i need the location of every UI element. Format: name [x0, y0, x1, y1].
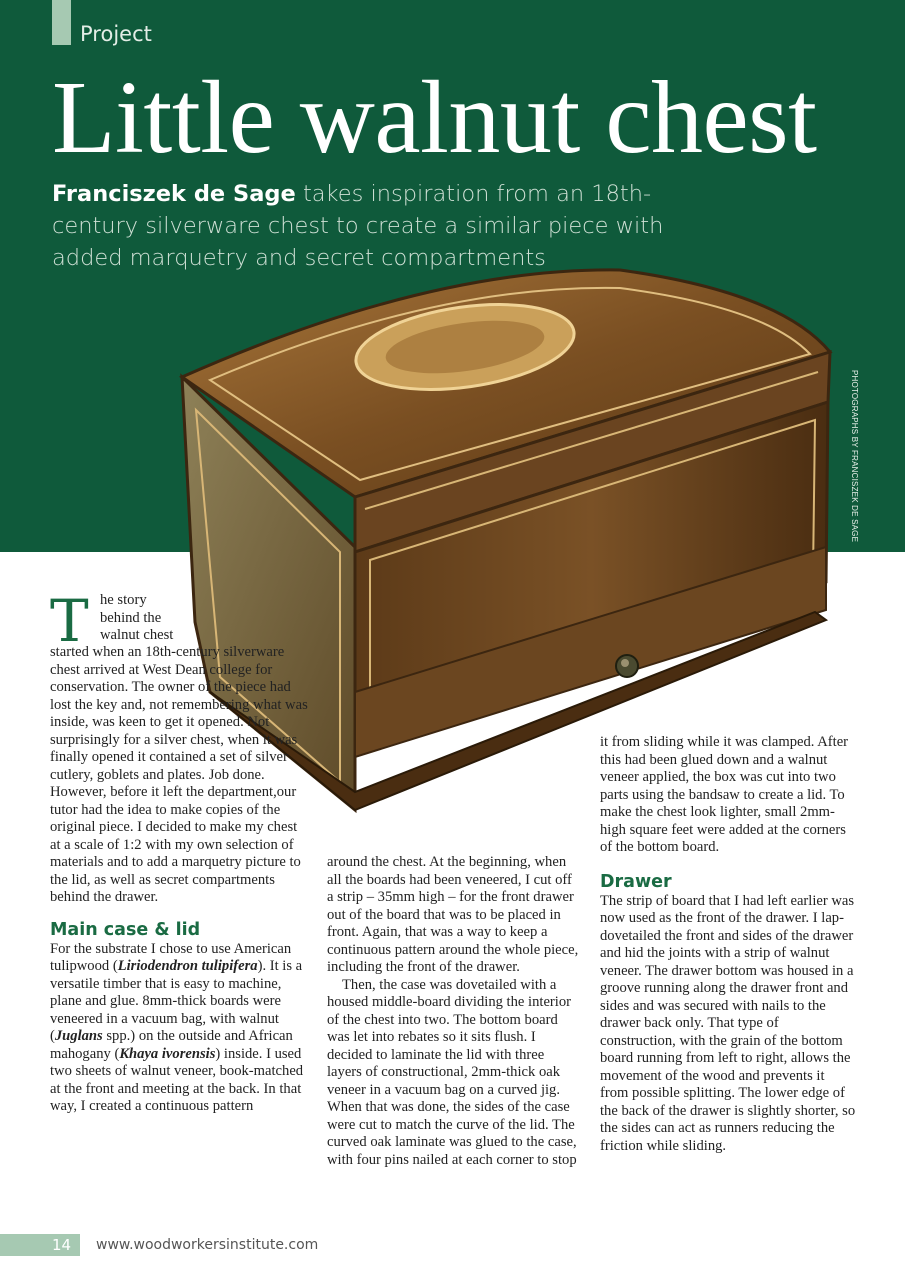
column-3	[600, 734, 856, 1155]
body-paragraph: around the chest. At the beginning, when all the boards had been veneered, I cut off a strip – 35mm high – for the front drawer out of the board that was to be placed in front. Again, that was a way to keep a continuous pattern around the whole piece, including the front of the drawer.	[327, 854, 579, 975]
column-2	[327, 854, 581, 1169]
intro-line: behind the	[100, 609, 162, 626]
page-number: 14	[52, 1236, 72, 1254]
intro-block	[50, 587, 308, 712]
column-1	[50, 587, 308, 1116]
body-paragraph: started when an 18th-century silverware chest arrived at West Dean college for conservation. The owner of the piece had lost the key and, not remembering what was inside, was keen to get it opened. Not surprisingly for a silver chest, when it was finally opened it contained a set of silver cutlery, goblets and plates. Job done. However, before it left the department,our tutor had the idea to make copies of the original piece. I decided to make my chest at a scale of 1:2 with my own selection of materials and to add a marquetry picture to the lid, as well as secret compartments behind the drawer.	[50, 644, 308, 905]
standfirst	[52, 178, 672, 274]
body-paragraph: it from sliding while it was clamped. After this had been glued down and a walnut veneer applied, the box was cut into two parts using the bandsaw to create a lid. To make the chest look lighter, small 2mm-high square feet were added at the corners of the bottom board.	[600, 734, 849, 855]
section-label: Project	[80, 22, 152, 46]
subheading-main-case: Main case & lid	[50, 919, 201, 940]
text-run: For the substrate I chose to use American tulipwood (	[50, 940, 292, 974]
article-title: Little walnut chest	[52, 60, 817, 175]
section-marker	[52, 0, 71, 45]
drop-cap: T	[50, 587, 89, 655]
body-paragraph: The strip of board that I had left earlier was now used as the front of the drawer. I lap-dovetailed the front and sides of the drawer and hid the joints with a strip of walnut veneer. The drawer bottom was housed in a groove running along the drawer front and sides and was secured with nails to the drawer back only. That type of construction, with the grain of the bottom board running from left to right, allows the movement of the wood and prevents it from possible splitting. The lower edge of the back of the drawer is slightly shorter, so the sides can act as runners reducing the friction while sliding.	[600, 892, 856, 1154]
text-run: ). It is a versatile timber that is easy to machine, plane and glue. 8mm-thick boards were veneered in a vacuum bag, with walnut (	[50, 958, 303, 1044]
standfirst-text: takes inspiration from an 18th-century silverware chest to create a similar piece with added marquetry and secret compartments	[52, 181, 664, 271]
text-run: ) inside. I used two sheets of walnut veneer, book-matched at the front and meeting at the back. In that way, I created a continuous pattern	[50, 1045, 304, 1114]
body-paragraph	[50, 941, 308, 1116]
standfirst-author: Franciszek de Sage	[52, 181, 296, 207]
text-run: spp.) on the outside and African mahogany (	[50, 1028, 293, 1062]
latin-name: Juglans	[54, 1028, 103, 1044]
latin-name: Khaya ivorensis	[119, 1045, 216, 1062]
subheading-drawer: Drawer	[600, 871, 672, 892]
latin-name: Liriodendron tulipifera	[117, 958, 258, 974]
body-paragraph: Then, the case was dovetailed with a housed middle-board dividing the interior of the chest into two. The bottom board was let into rebates so it sits flush. I decided to laminate the lid with three layers of constructional, 2mm-thick oak veneer in a vacuum bag on a curved jig. When that was done, the sides of the case were cut to match the curve of the lid. The curved oak laminate was glued to the case, with four pins nailed at each corner to stop	[327, 976, 577, 1168]
intro-line: walnut chest	[100, 627, 174, 643]
intro-line: he story	[100, 592, 147, 608]
footer-url: www.woodworkersinstitute.com	[96, 1237, 319, 1253]
photo-credit: PHOTOGRAPHS BY FRANCISZEK DE SAGE	[850, 370, 859, 543]
